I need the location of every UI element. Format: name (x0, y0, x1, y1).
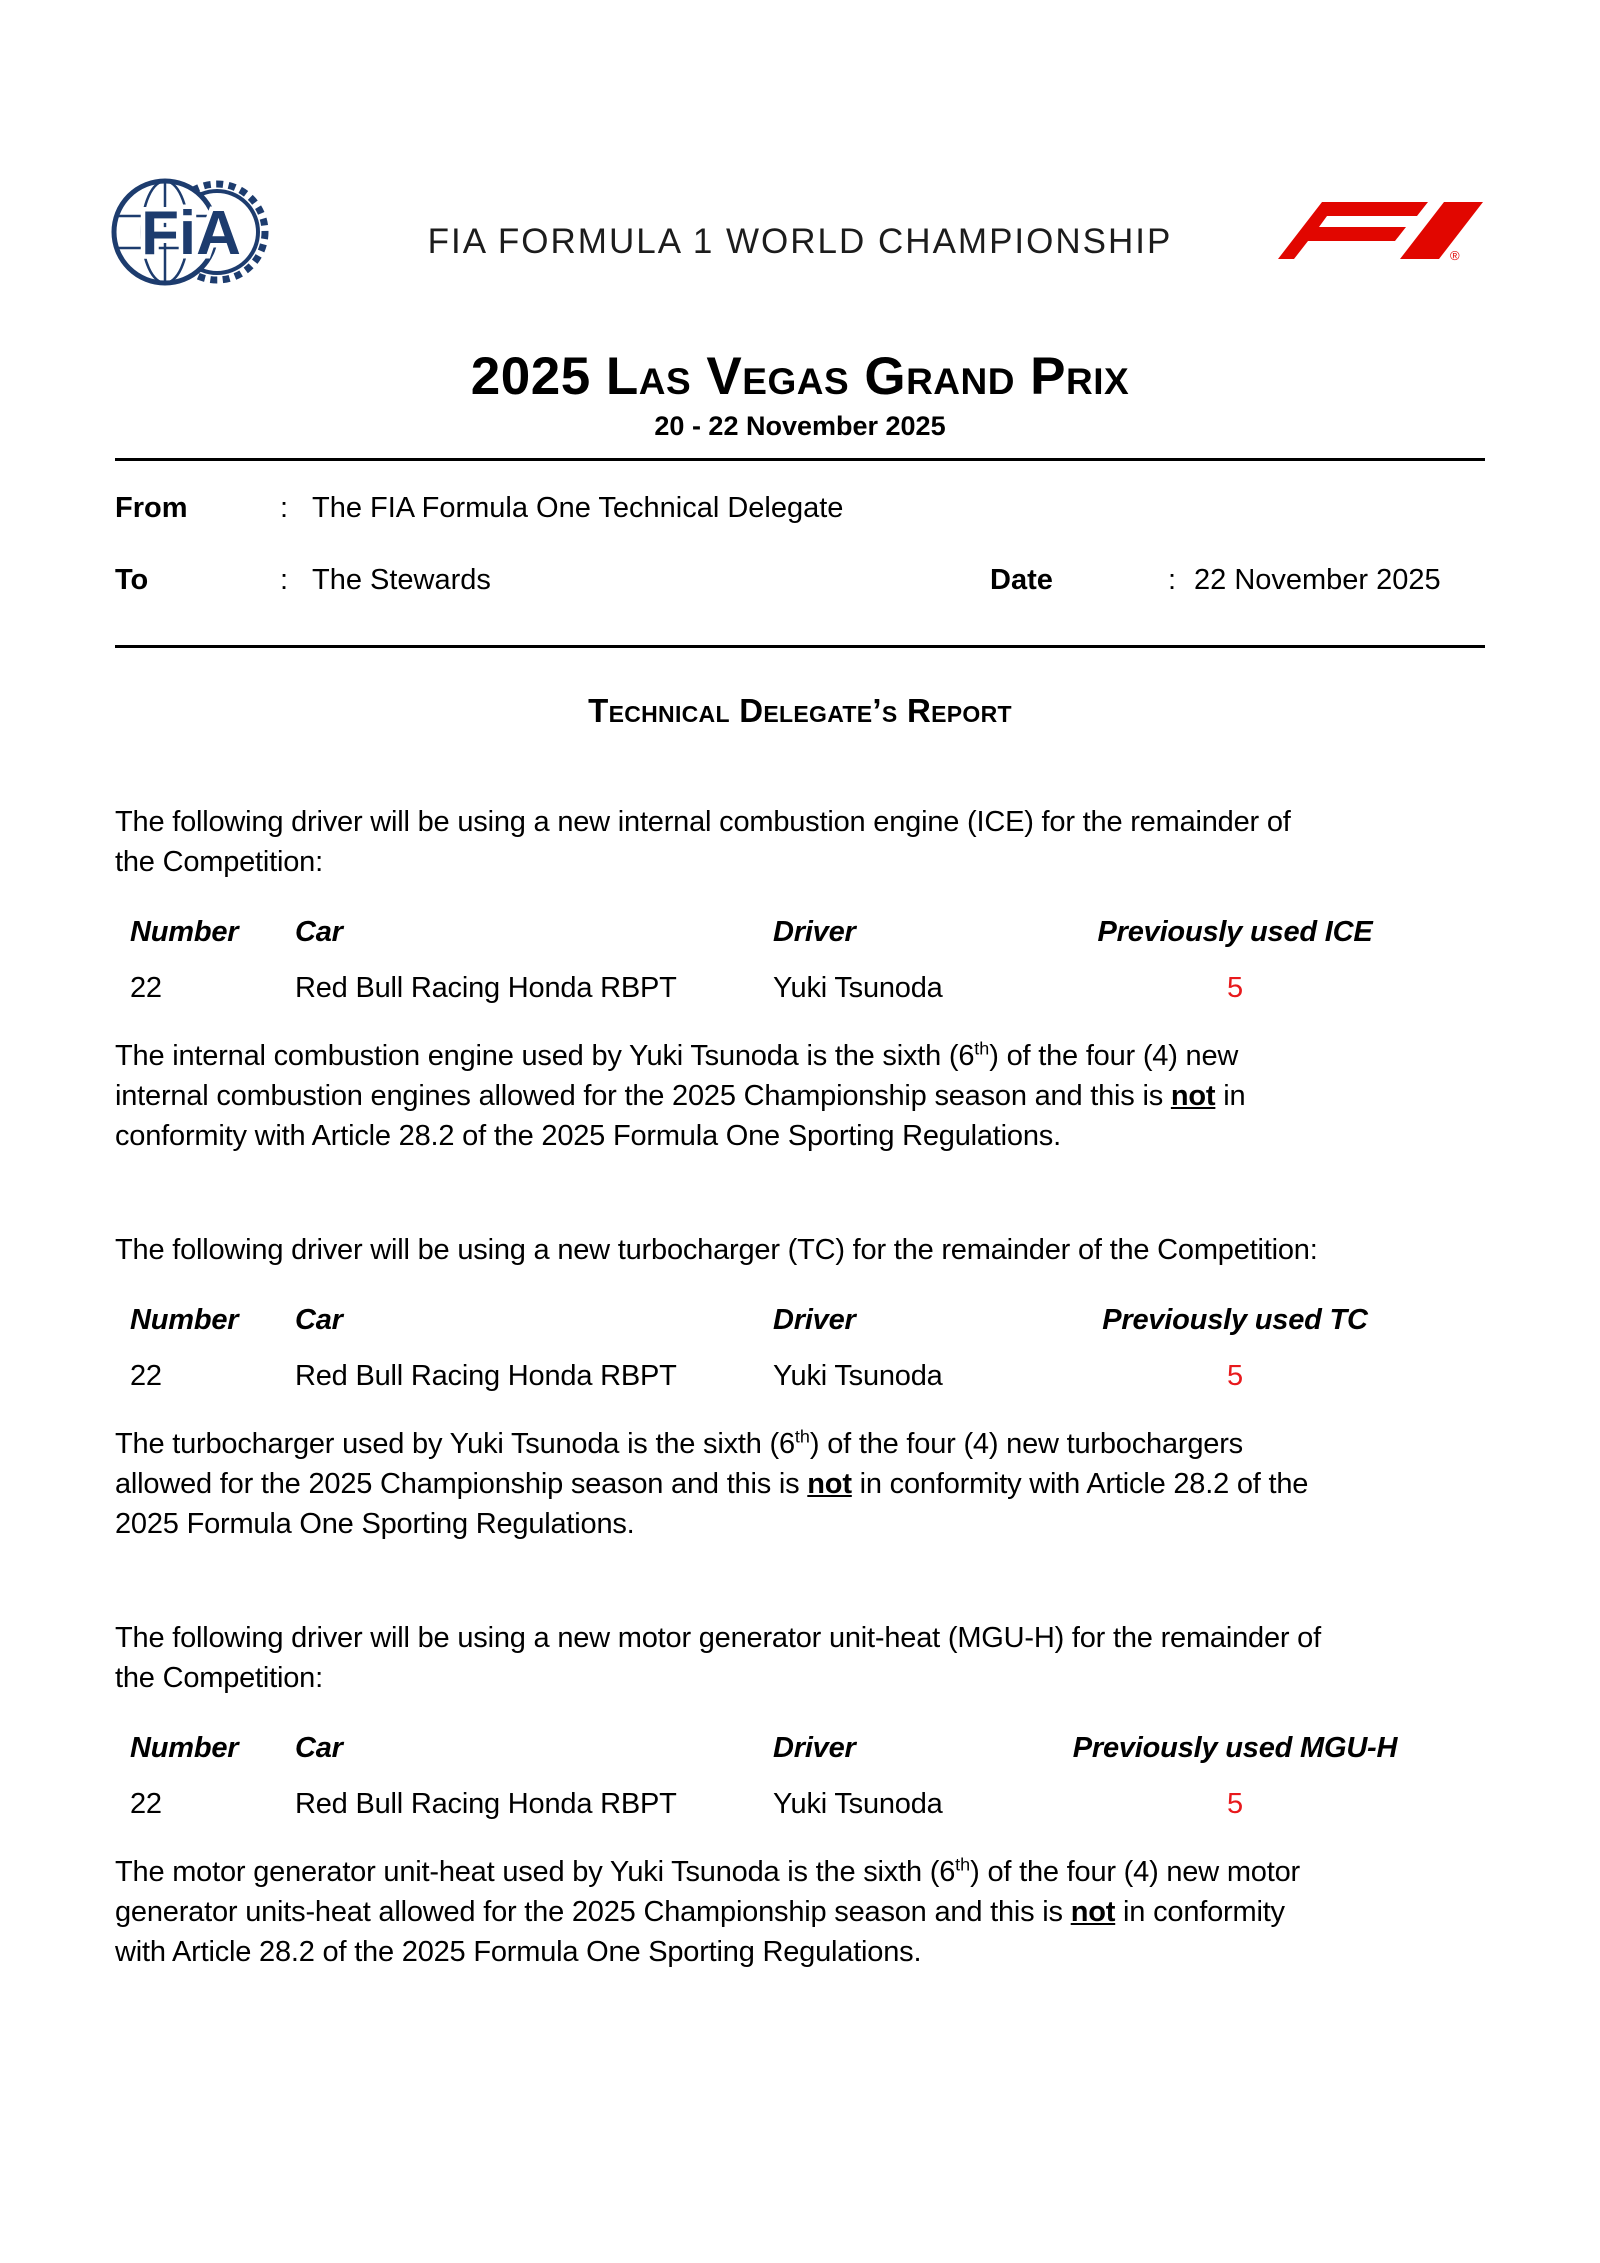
from-label: From (115, 492, 188, 524)
not-emphasis: not (1170, 1080, 1216, 1112)
table-row (115, 1784, 1485, 1824)
col-header-number: Number (130, 1732, 239, 1764)
cell-previously-used: 5 (1227, 1788, 1243, 1820)
not-emphasis: not (1070, 1896, 1116, 1928)
to-colon: : (280, 564, 289, 596)
event-title: 2025 Las Vegas Grand Prix (470, 347, 1130, 406)
table-row (115, 1356, 1485, 1396)
section-tc (115, 1230, 1485, 1544)
meta-block (115, 493, 1485, 595)
from-colon: : (280, 492, 289, 524)
conformity-text: in conformity with Article 28.2 of the 2025 Formula One Sporting Regulations. (115, 1080, 1246, 1152)
col-header-driver: Driver (773, 1732, 856, 1764)
conformity-paragraph (115, 1424, 1485, 1544)
col-header-previously-used: Previously used MGU-H (1072, 1732, 1398, 1764)
table-header-row (115, 912, 1485, 952)
cell-car: Red Bull Racing Honda RBPT (295, 972, 677, 1004)
conformity-text: ) of the four (4) new motor generator units-heat allowed for the 2025 Championship season and this is (115, 1856, 1300, 1928)
from-value: The FIA Formula One Technical Delegate (312, 492, 844, 524)
cell-car: Red Bull Racing Honda RBPT (295, 1788, 677, 1820)
to-value: The Stewards (312, 564, 491, 596)
cell-driver: Yuki Tsunoda (773, 972, 943, 1004)
cell-driver: Yuki Tsunoda (773, 1788, 943, 1820)
col-header-driver: Driver (773, 916, 856, 948)
conformity-text: The motor generator unit-heat used by Yuki Tsunoda is the sixth (6 (115, 1856, 956, 1888)
ordinal-sup: th (955, 1854, 971, 1875)
col-header-car: Car (295, 1304, 343, 1336)
component-table (115, 1300, 1485, 1396)
section-intro: The following driver will be using a new motor generator unit-heat (MGU-H) for the remainder of the Competition: (115, 1622, 1321, 1694)
col-header-previously-used: Previously used ICE (1097, 916, 1373, 948)
table-header-row (115, 1300, 1485, 1340)
fia-logo-text: FiA (141, 199, 241, 268)
col-header-number: Number (130, 1304, 239, 1336)
cell-number: 22 (130, 1788, 162, 1820)
championship-banner: FIA FORMULA 1 WORLD CHAMPIONSHIP (427, 222, 1173, 261)
component-table (115, 912, 1485, 1008)
date-colon: : (1168, 564, 1177, 596)
section-mgu-h (115, 1618, 1485, 1972)
section-intro: The following driver will be using a new internal combustion engine (ICE) for the remainder of the Competition: (115, 806, 1291, 878)
section-ice (115, 802, 1485, 1156)
col-header-number: Number (130, 916, 239, 948)
divider-meta (115, 645, 1485, 648)
registered-mark: ® (1450, 248, 1460, 262)
col-header-car: Car (295, 916, 343, 948)
col-header-previously-used: Previously used TC (1102, 1304, 1368, 1336)
conformity-text: The turbocharger used by Yuki Tsunoda is the sixth (6 (115, 1428, 795, 1460)
conformity-text: ) of the four (4) new turbochargers allowed for the 2025 Championship season and this is (115, 1428, 1243, 1500)
conformity-text: in conformity with Article 28.2 of the 2025 Formula One Sporting Regulations. (115, 1468, 1309, 1540)
col-header-driver: Driver (773, 1304, 856, 1336)
conformity-text: The internal combustion engine used by Yuki Tsunoda is the sixth (6 (115, 1040, 975, 1072)
conformity-paragraph (115, 1036, 1485, 1156)
conformity-text: ) of the four (4) new internal combustion engines allowed for the 2025 Championship season and this is (115, 1040, 1239, 1112)
date-value: 22 November 2025 (1194, 564, 1441, 596)
section-intro: The following driver will be using a new turbocharger (TC) for the remainder of the Competition: (115, 1234, 1318, 1266)
divider-top (115, 458, 1485, 461)
report-heading: Technical Delegate’s Report (588, 692, 1012, 729)
cell-previously-used: 5 (1227, 1360, 1243, 1392)
table-row (115, 968, 1485, 1008)
cell-driver: Yuki Tsunoda (773, 1360, 943, 1392)
conformity-text: in conformity with Article 28.2 of the 2025 Formula One Sporting Regulations. (115, 1896, 1285, 1968)
ordinal-sup: th (794, 1426, 810, 1447)
ordinal-sup: th (974, 1038, 990, 1059)
meta-row-from (115, 493, 1485, 523)
conformity-paragraph (115, 1852, 1485, 1972)
cell-number: 22 (130, 972, 162, 1004)
component-table (115, 1728, 1485, 1824)
table-header-row (115, 1728, 1485, 1768)
meta-row-to-date (115, 565, 1485, 595)
to-label: To (115, 564, 149, 596)
cell-number: 22 (130, 1360, 162, 1392)
date-label: Date (990, 564, 1053, 596)
cell-car: Red Bull Racing Honda RBPT (295, 1360, 677, 1392)
event-dates: 20 - 22 November 2025 (654, 411, 946, 441)
cell-previously-used: 5 (1227, 972, 1243, 1004)
not-emphasis: not (807, 1468, 852, 1500)
f1-logo-icon (1278, 202, 1484, 262)
fia-logo-icon (110, 176, 272, 288)
col-header-car: Car (295, 1732, 343, 1764)
